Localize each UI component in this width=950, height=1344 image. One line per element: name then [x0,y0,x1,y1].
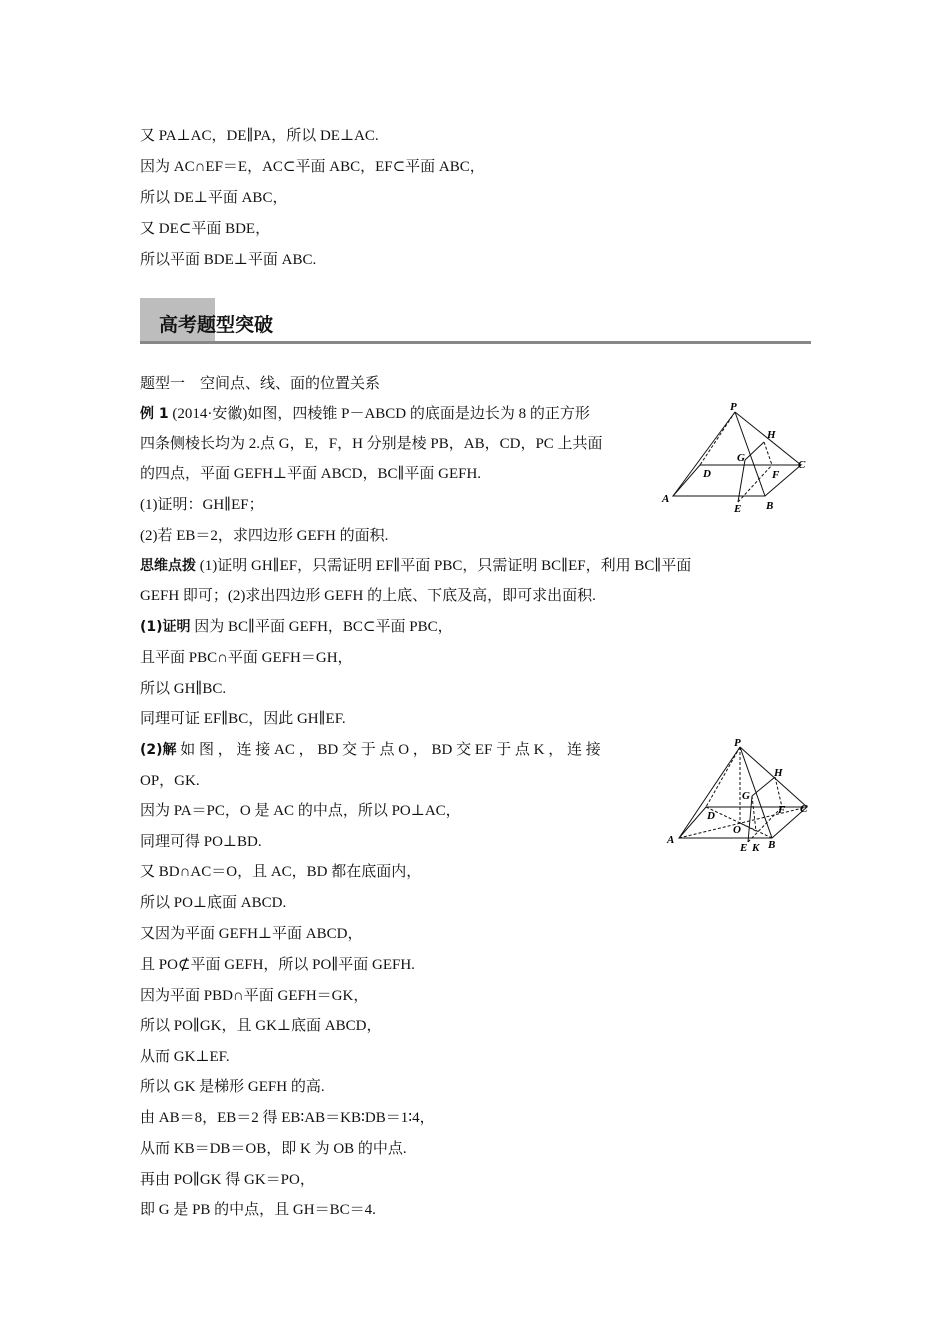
solution2-line [140,740,601,760]
proof1-text: 因为 BC∥平面 GEFH，BC⊂平面 PBC， [194,619,453,635]
topic-heading: 题型一 空间点、线、面的位置关系 [140,376,381,392]
figure1-label-C: C [798,459,806,471]
example-line [140,404,590,424]
section-header [140,298,811,344]
figure2-label-F: F [778,804,786,816]
hint-text: (1)证明 GH∥EF，只需证明 EF∥平面 PBC，只需证明 BC∥EF，利用 BC∥平面 [199,558,692,574]
figure1-label-D: D [703,468,711,480]
hint-line: GEFH 即可；(2)求出四边形 GEFH 的上底、下底及高，即可求出面积. [140,588,596,604]
solution2-line: 又因为平面 GEFH⊥平面 ABCD， [140,926,363,942]
proof1-line: 所以 GH∥BC. [140,681,227,697]
solution2-line: 即 G 是 PB 的中点，且 GH＝BC＝4. [140,1202,376,1218]
solution2-line: 且 PO⊄平面 GEFH，所以 PO∥平面 GEFH. [140,957,415,973]
figure2-label-D: D [707,810,715,822]
pyramid-figure-1 [658,398,810,516]
figure2-label-E: E [740,842,748,854]
figure2-label-G: G [742,790,750,802]
solution2-label: (2)解 [140,742,177,758]
figure2-label-A: A [667,834,675,846]
proof-line: 又 PA⊥AC，DE∥PA，所以 DE⊥AC. [140,128,379,144]
question-1: (1)证明：GH∥EF； [140,497,264,513]
proof-line: 因为 AC∩EF＝E，AC⊂平面 ABC，EF⊂平面 ABC， [140,159,485,175]
solution2-line: 所以 GK 是梯形 GEFH 的高. [140,1079,325,1095]
pyramid-figure-2 [662,735,814,857]
proof-line: 所以平面 BDE⊥平面 ABC. [140,252,317,268]
figure2-label-C: C [800,803,808,815]
figure2-label-K: K [752,842,760,854]
proof1-label: (1)证明 [140,619,191,635]
hint-line [140,556,691,576]
question-2: (2)若 EB＝2，求四边形 GEFH 的面积. [140,528,389,544]
proof-line: 所以 DE⊥平面 ABC， [140,190,288,206]
figure1-label-E: E [734,503,742,515]
figure1-label-F: F [772,469,780,481]
hint-label: 思维点拨 [140,558,196,574]
proof1-line: 同理可证 EF∥BC，因此 GH∥EF. [140,711,346,727]
section-rule [140,341,811,344]
solution2-line: 从而 GK⊥EF. [140,1049,230,1065]
example-line: 四条侧棱长均为 2.点 G，E，F，H 分别是棱 PB，AB，CD，PC 上共面 [140,436,603,452]
proof1-line: 且平面 PBC∩平面 GEFH＝GH， [140,650,353,666]
figure2-label-O: O [733,824,741,836]
solution2-line: 所以 PO∥GK，且 GK⊥底面 ABCD， [140,1018,382,1034]
example-label: 例 1 [140,406,169,422]
figure2-label-P: P [734,737,741,749]
example-text: (2014·安徽)如图，四棱锥 P－ABCD 的底面是边长为 8 的正方形 [172,406,590,422]
figure1-label-A: A [662,493,670,505]
solution2-line: 因为 PA＝PC，O 是 AC 的中点，所以 PO⊥AC， [140,803,461,819]
solution2-line: 同理可得 PO⊥BD. [140,834,262,850]
figure1-label-B: B [766,500,774,512]
solution2-line: 因为平面 PBD∩平面 GEFH＝GK， [140,988,369,1004]
solution2-line: 又 BD∩AC＝O，且 AC，BD 都在底面内， [140,864,422,880]
solution2-line: 由 AB＝8，EB＝2 得 EB∶AB＝KB∶DB＝1∶4， [140,1110,435,1126]
proof-line: 又 DE⊂平面 BDE， [140,221,271,237]
solution2-text: 如 图 ， 连 接 AC ， BD 交 于 点 O ， BD 交 EF 于 点 K ， 连 接 [180,742,601,758]
solution2-line: OP，GK. [140,773,200,789]
solution2-line: 从而 KB＝DB＝OB，即 K 为 OB 的中点. [140,1141,407,1157]
solution2-line: 所以 PO⊥底面 ABCD. [140,895,287,911]
solution2-line: 再由 PO∥GK 得 GK＝PO， [140,1172,315,1188]
figure1-label-P: P [730,401,737,413]
example-line: 的四点，平面 GEFH⊥平面 ABCD，BC∥平面 GEFH. [140,466,482,482]
figure2-label-B: B [768,839,776,851]
proof1-line [140,617,453,637]
figure1-label-G: G [737,452,745,464]
figure2-label-H: H [774,767,783,779]
figure1-label-H: H [767,429,776,441]
section-title: 高考题型突破 [159,314,274,336]
